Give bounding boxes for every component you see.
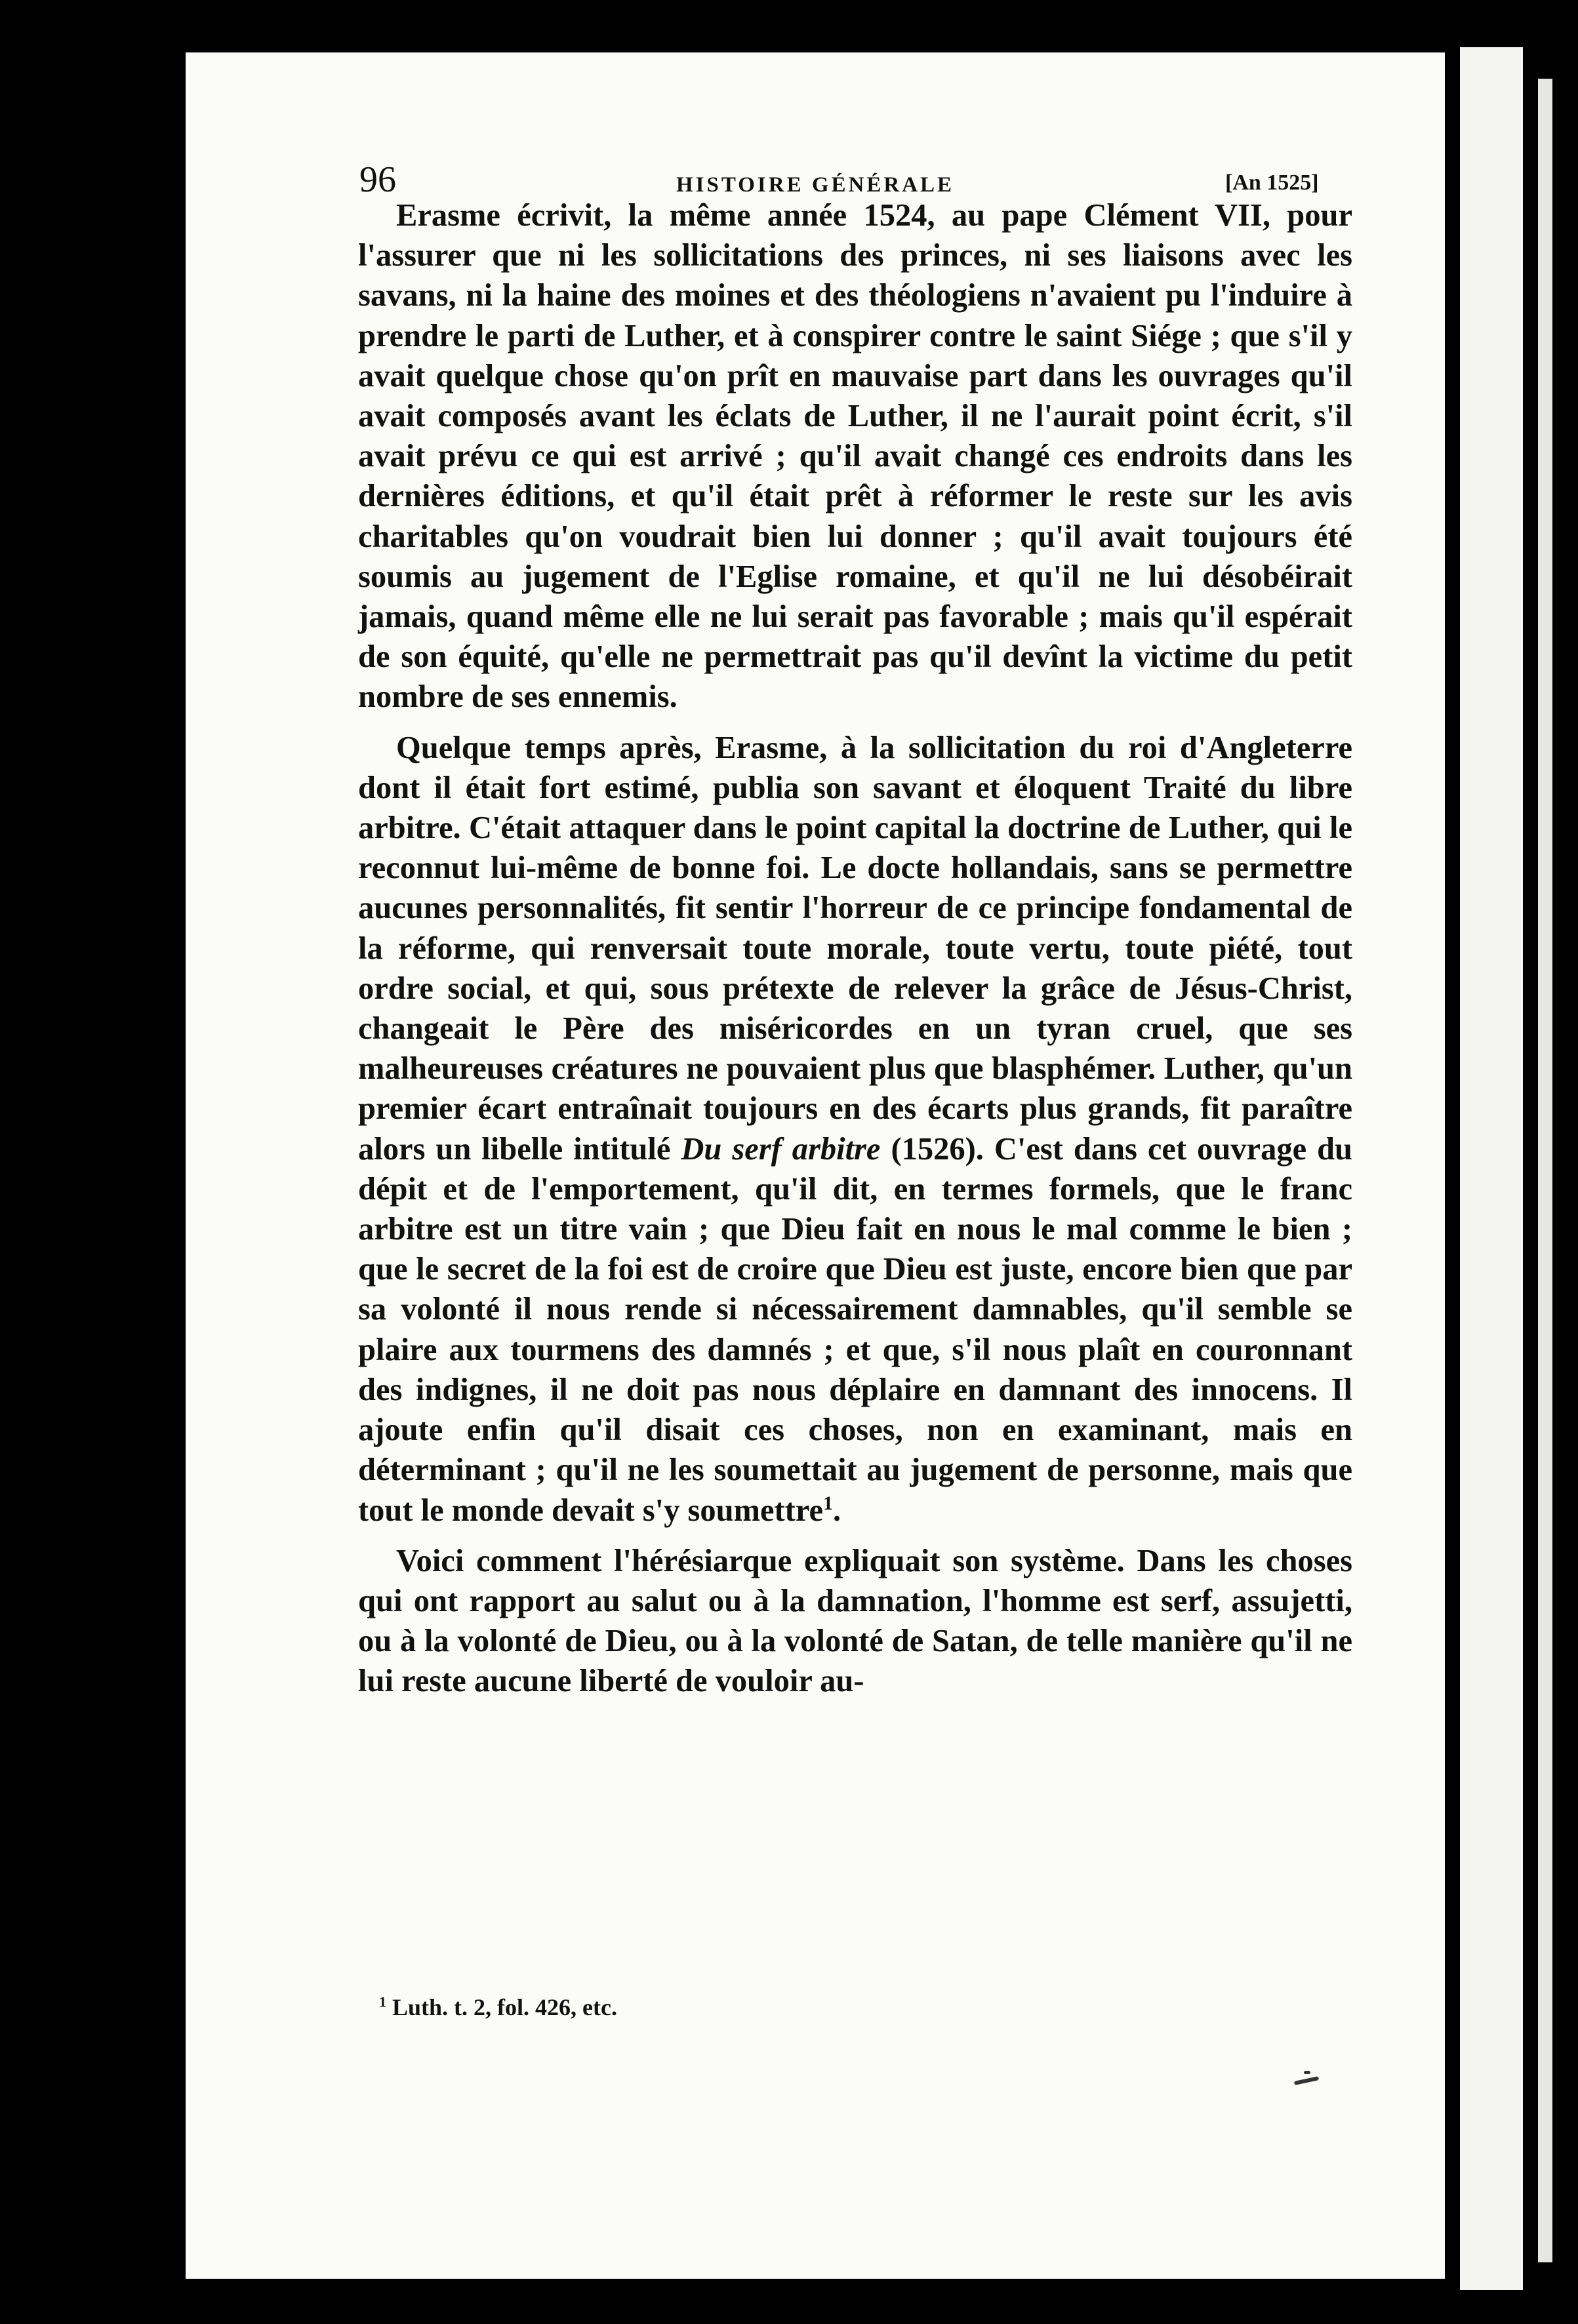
book-page [186,52,1445,2279]
paragraph-3: Voici comment l'hérésiarque expliquait son système. Dans les choses qui ont rapport au salut ou à la damnation, l'homme est serf, assujetti, ou à la volonté de Dieu, ou à la volonté de Satan, de telle manière qu'il ne lui reste aucune liberté de vouloir au- [358,1543,1352,1699]
book-title-du-serf-arbitre: Du serf arbitre [681,1131,881,1167]
adjacent-page-edge [1460,47,1523,2290]
paragraph-2 [358,728,1352,1531]
footnote [379,1993,617,2021]
page-number: 96 [359,159,396,200]
running-date: [An 1525] [1225,170,1319,195]
running-title: HISTOIRE GÉNÉRALE [676,173,955,197]
paragraph-2-end: . [833,1493,841,1528]
adjacent-page-edge-far [1538,79,1552,2262]
footnote-reference: 1 [823,1492,834,1514]
paragraph-1: Erasme écrivit, la même année 1524, au pape Clément VII, pour l'assurer que ni les sollicitations des princes, ni ses liaisons avec les savans, ni la haine des moines et des théologiens n'avaient pu l'induire à prendre le parti de Luther, et à conspirer contre le saint Siége ; que s'il y avait quelque chose qu'on prît en mauvaise part dans les ouvrages qu'il avait composés avant les éclats de Luther, il ne l'aurait point écrit, s'il avait prévu ce qui est arrivé ; qu'il avait changé ces endroits dans les dernières éditions, et qu'il était prêt à réformer le reste sur les avis charitables qu'on voudrait bien lui donner ; qu'il avait toujours été soumis au jugement de l'Eglise romaine, et qu'il ne lui désobéirait jamais, quand même elle ne lui serait pas favorable ; mais qu'il espérait de son équité, qu'elle ne permettrait pas qu'il devînt la victime du petit nombre de ses ennemis. [358,198,1352,715]
paragraph-2-part-1: Quelque temps après, Erasme, à la sollicitation du roi d'Angleterre dont il était fort estimé, publia son savant et éloquent Traité du libre arbitre. C'était attaquer dans le point capital la doctrine de Luther, qui le reconnut lui-même de bonne foi. Le docte hollandais, sans se permettre aucunes personnalités, fit sentir l'horreur de ce principe fondamental de la réforme, qui renversait toute morale, toute vertu, toute piété, tout ordre social, et qui, sous prétexte de relever la grâce de Jésus-Christ, changeait le Père des miséricordes en un tyran cruel, que ses malheureuses créatures ne pouvaient plus que blasphémer. Luther, qu'un premier écart entraînait toujours en des écarts plus grands, fit paraître alors un libelle intitulé [358,730,1352,1167]
page-header [186,159,1445,198]
footnote-text: Luth. t. 2, fol. 426, etc. [392,1994,617,2020]
paragraph-2-part-2: (1526). C'est dans cet ouvrage du dépit et de l'emportement, qu'il dit, en termes formels, que le franc arbitre est un titre vain ; que Dieu fait en nous le mal comme le bien ; que le secret de la foi est de croire que Dieu est juste, encore bien que par sa volonté il nous rende si nécessairement damnables, qu'il semble se plaire aux tourmens des damnés ; et que, s'il nous plaît en couronnant des indignes, il ne doit pas nous déplaire en damnant des innocens. Il ajoute enfin qu'il disait ces choses, non en examinant, mais en déterminant ; qu'il ne les soumettait au jugement de personne, mais que tout le monde devait s'y soumettre [358,1131,1353,1528]
body-text [358,195,1352,1702]
ink-speck [1294,2076,1319,2085]
ink-speck-dot [1304,2071,1310,2074]
footnote-mark: 1 [379,1993,386,2010]
